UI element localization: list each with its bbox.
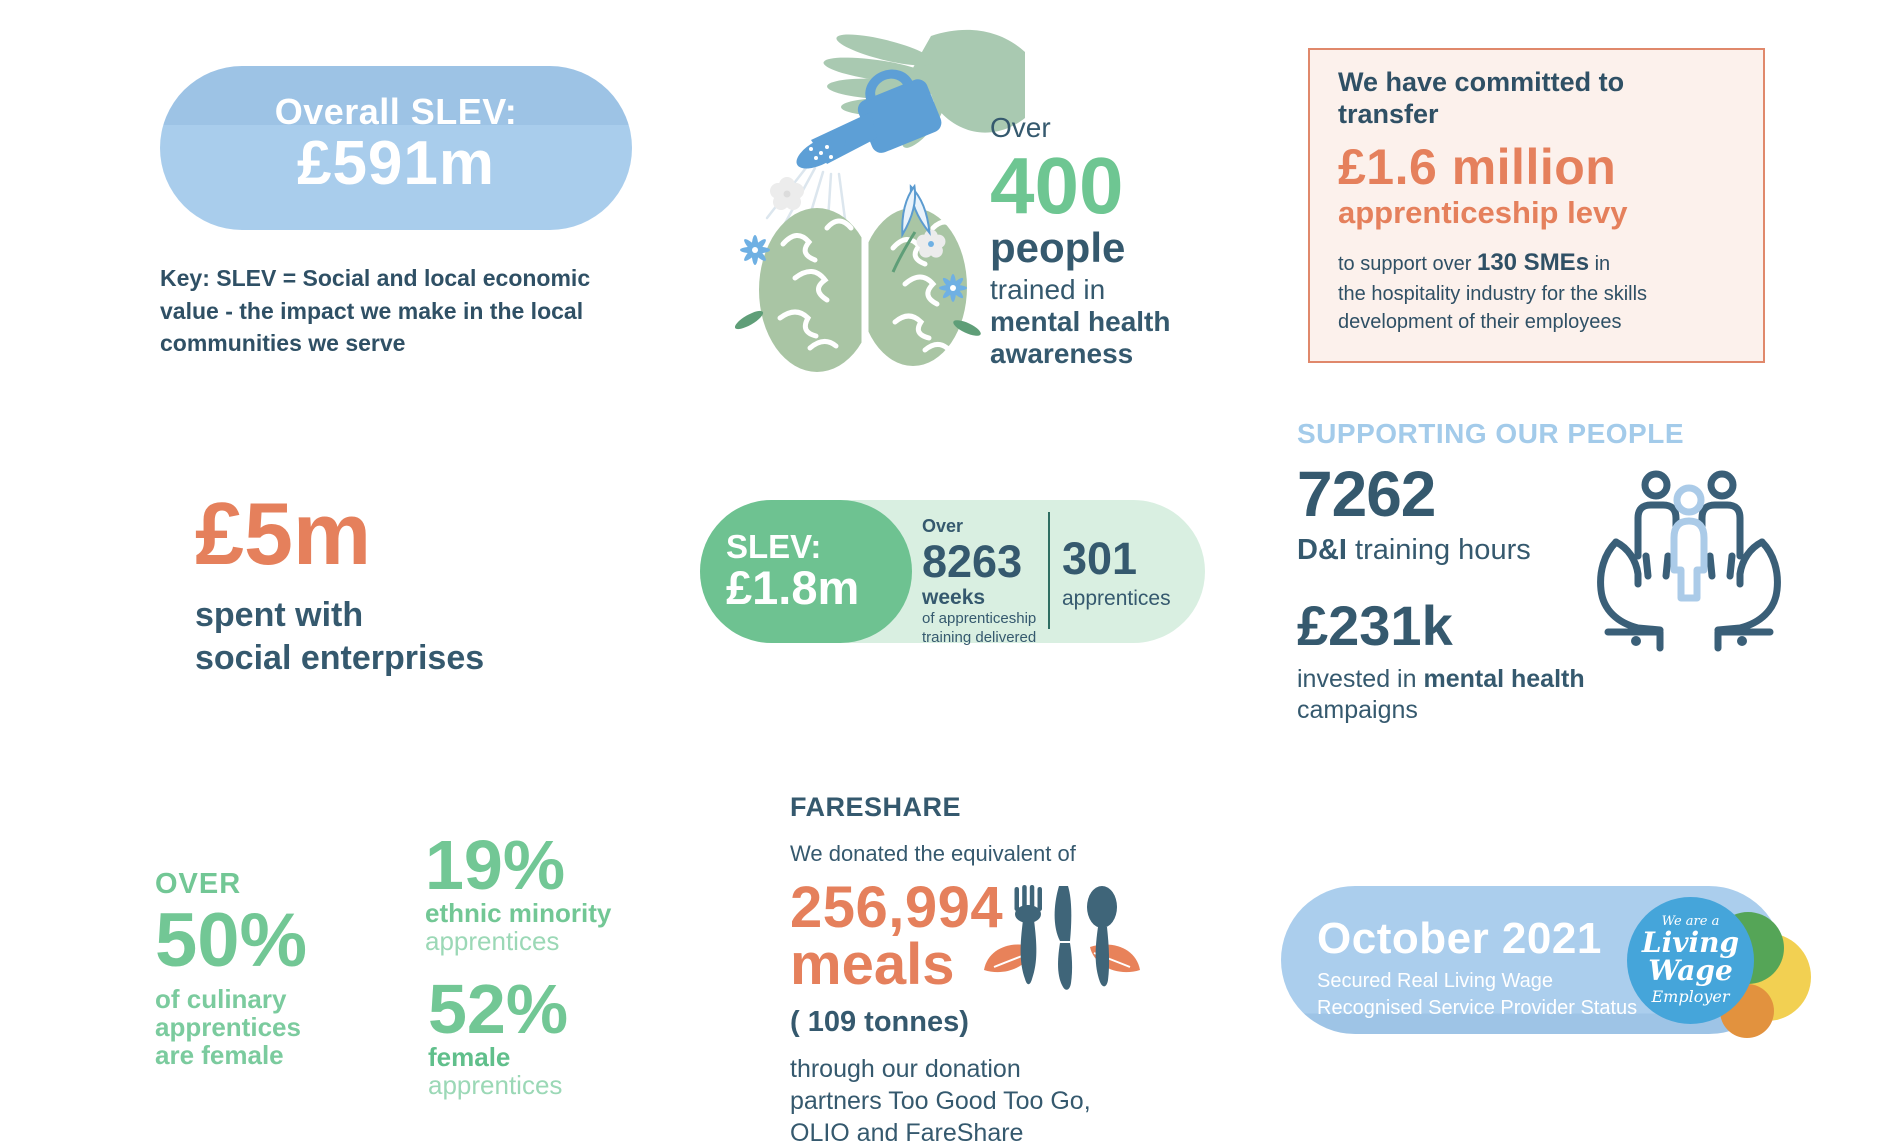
mental-health-investment-stat — [1297, 594, 1585, 725]
apprentices-label: apprentices — [1062, 587, 1171, 610]
culinary-line: are female — [155, 1040, 284, 1071]
overall-slev-card — [160, 66, 632, 230]
apprentices-number: 301 — [1062, 533, 1138, 584]
culinary-over: OVER — [155, 868, 242, 900]
cutlery-illustration — [982, 884, 1142, 994]
weeks-detail-line: training delivered — [922, 628, 1037, 646]
ethnic-bold-label: ethnic minority — [425, 897, 612, 928]
spoon-icon — [1087, 886, 1117, 986]
social-enterprises-label-line: spent with — [195, 596, 364, 634]
weeks-over: Over — [922, 516, 964, 536]
culinary-percent: 50% — [155, 898, 308, 983]
fareshare-heading: FARESHARE — [790, 792, 962, 822]
mh-invested-bold: mental health — [1423, 665, 1585, 693]
trained-in: trained in — [990, 274, 1106, 306]
slev-key-line: value - the impact we make in the local — [160, 297, 584, 324]
dni-training-stat — [1297, 458, 1531, 567]
mh-invested-number: £231k — [1297, 594, 1453, 657]
living-wage-date: October 2021 — [1317, 914, 1602, 963]
meals-label: meals — [790, 932, 955, 997]
hands-people-icon — [1594, 460, 1784, 655]
levy-body-line — [1338, 246, 1735, 280]
apprenticeship-slev-card — [700, 500, 1205, 646]
dni-bold: D&I — [1297, 534, 1347, 566]
weeks-detail-line: of apprenticeship — [922, 610, 1037, 627]
partners-line: OLIO and FareShare — [790, 1119, 1024, 1146]
overall-slev-value: £591m — [296, 128, 496, 198]
slev-key-note — [160, 262, 630, 360]
ethnic-percent: 19% — [425, 826, 566, 904]
levy-intro-line: We have committed to — [1338, 67, 1625, 97]
social-enterprises-label-line: social enterprises — [195, 638, 485, 677]
female-label: apprentices — [428, 1070, 563, 1101]
brain-watering-icon — [735, 22, 1025, 382]
mh-invested-line2: campaigns — [1297, 695, 1418, 724]
levy-smes: 130 SMEs — [1476, 248, 1590, 276]
social-enterprises-stat — [195, 484, 485, 679]
female-percent: 52% — [428, 970, 569, 1048]
weeks-stat — [922, 516, 1036, 648]
fareshare-intro: We donated the equivalent of — [790, 841, 1076, 866]
cutlery-icon — [982, 884, 1142, 994]
tonnes-label: ( 109 tonnes) — [790, 1006, 969, 1039]
social-enterprises-amount: £5m — [195, 484, 372, 583]
badge-tagline: We are a — [1661, 913, 1720, 929]
trained-number: 400 — [990, 141, 1124, 230]
levy-body-line: the hospitality industry for the skills — [1338, 283, 1648, 305]
badge-word-wage: Wage — [1648, 954, 1733, 988]
mental-health-training-stat — [990, 112, 1250, 371]
apprenticeship-slev-label: SLEV: — [726, 528, 822, 566]
trained-over: Over — [990, 112, 1051, 143]
knife-icon — [1055, 886, 1072, 990]
weeks-number: 8263 — [922, 536, 1023, 587]
levy-intro-line: transfer — [1338, 99, 1439, 130]
levy-body-pre: to support over — [1338, 252, 1477, 275]
apprenticeship-slev-value-segment — [700, 500, 912, 643]
dni-rest: training hours — [1346, 534, 1531, 566]
supporting-our-people-heading: SUPPORTING OUR PEOPLE — [1297, 418, 1684, 449]
apprenticeship-slev-value: £1.8m — [726, 561, 860, 615]
hands-holding-people-illustration — [1594, 460, 1784, 655]
apprentices-stat — [1062, 533, 1171, 611]
slev-key-line: communities we serve — [160, 330, 406, 357]
fork-icon — [1015, 885, 1043, 984]
dni-hours-label — [1297, 534, 1531, 567]
slev-key-line: Key: SLEV = Social and local economic — [160, 265, 591, 291]
culinary-line: apprentices — [155, 1012, 301, 1043]
living-wage-status-line: Recognised Service Provider Status — [1317, 996, 1638, 1019]
brain-watering-illustration — [735, 22, 1025, 382]
trained-focus-line: mental health — [990, 306, 1171, 338]
trained-people: people — [990, 224, 1126, 271]
partners-line: through our donation — [790, 1055, 1021, 1084]
mh-invested-label — [1297, 664, 1585, 725]
levy-body-post: in — [1589, 252, 1611, 275]
mh-invested-pre: invested in — [1297, 665, 1424, 693]
living-wage-status-line: Secured Real Living Wage — [1317, 970, 1554, 993]
levy-amount-label: apprenticeship levy — [1338, 195, 1628, 231]
ethnic-label: apprentices — [425, 926, 560, 957]
living-wage-employer-badge — [1627, 897, 1754, 1024]
female-bold-label: female — [428, 1041, 511, 1072]
female-apprentices-stat — [428, 970, 569, 1101]
ethnic-minority-stat — [425, 826, 612, 957]
levy-amount: £1.6 million — [1338, 138, 1617, 195]
stat-divider — [1048, 512, 1050, 629]
apprenticeship-levy-card — [1308, 48, 1765, 363]
dni-hours-number: 7262 — [1297, 458, 1436, 530]
levy-body — [1338, 246, 1735, 337]
weeks-unit: weeks — [922, 586, 986, 609]
culinary-apprentices-stat — [155, 868, 307, 1069]
badge-word-living: Living — [1641, 926, 1740, 960]
overall-slev-title: Overall SLEV: — [274, 91, 518, 132]
meals-number: 256,994 — [790, 875, 1004, 940]
levy-body-line: development of their employees — [1338, 311, 1622, 334]
mh-invested-line — [1297, 664, 1585, 695]
badge-role: Employer — [1651, 987, 1730, 1007]
trained-focus-line: awareness — [990, 338, 1134, 370]
partners-line: partners Too Good Too Go, — [790, 1087, 1091, 1116]
culinary-line: of culinary — [155, 984, 287, 1015]
